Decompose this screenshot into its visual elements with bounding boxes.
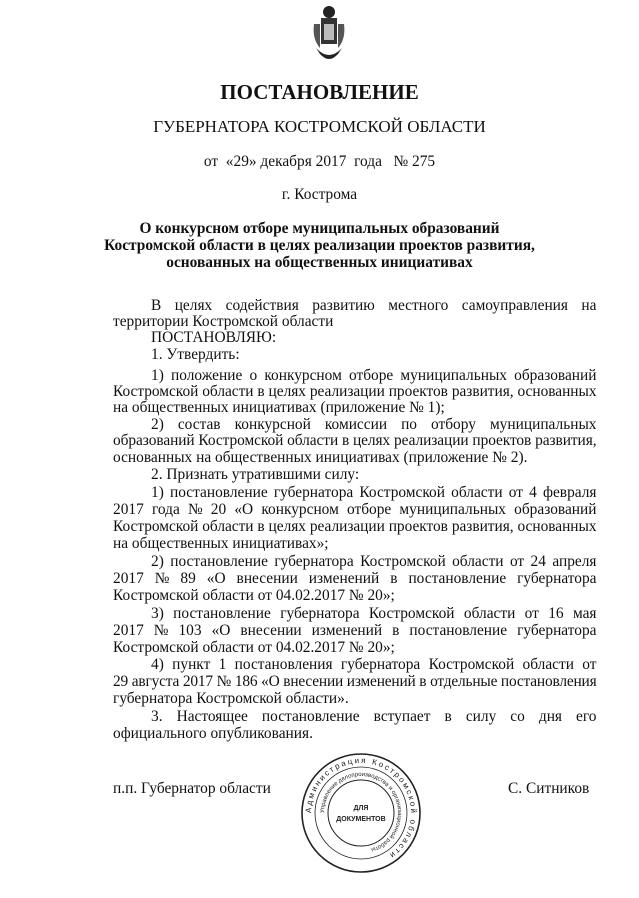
body-line: 2017 года № 20 «О конкурсном отборе муниципальных образований [113,501,597,518]
body-line: 2) постановление губернатора Костромской области от 24 апреля [151,553,597,570]
body-line: 1. Утвердить: [151,346,240,363]
subject-line: основанных на общественных инициативах [166,254,473,271]
body-line: Костромской области от 04.02.2017 № 20»; [113,639,395,656]
body-line: на общественных инициативах (приложение № 1); [113,399,445,416]
body-line: Костромской области от 04.02.2017 № 20»; [113,587,395,604]
subject-line: Костромской области в целях реализации проектов развития, [104,237,535,254]
body-line: официального опубликования. [113,725,313,742]
document-title: ПОСТАНОВЛЕНИЕ [220,80,419,104]
body-line: 3. Настоящее постановление вступает в силу со дня его [151,708,597,725]
stamp-outer-text: Администрация Костромской области [303,755,419,861]
issuing-authority: ГУБЕРНАТОРА КОСТРОМСКОЙ ОБЛАСТИ [153,117,486,136]
body-line: Костромской области в целях реализации проектов развития, основанных [113,518,597,535]
body-line: 1) положение о конкурсном отборе муниципальных образований [151,367,597,384]
body-line: В целях содействия развитию местного самоуправления на [151,297,597,314]
subject-line: О конкурсном отборе муниципальных образований [139,220,500,237]
body-line: 3) постановление губернатора Костромской области от 16 мая [151,605,597,622]
stamp-center-text: ДОКУМЕНТОВ [336,816,386,823]
body-line: 29 августа 2017 № 186 «О внесении изменений в отдельные постановления [113,673,597,690]
body-line: образований Костромской области в целях реализации проектов развития, [113,432,597,449]
body-line: 2) состав конкурсной комиссии по отбору муниципальных [151,416,597,433]
signature-position: п.п. Губернатор области [113,780,271,797]
body-line: 2. Признать утратившими силу: [151,466,360,483]
body-line: 2017 № 89 «О внесении изменений в постановление губернатора [113,570,597,587]
body-line: ПОСТАНОВЛЯЮ: [151,329,277,346]
body-line: на общественных инициативах»; [113,535,329,552]
coat-of-arms-icon [312,4,346,66]
body-line: губернатора Костромской области». [113,690,349,707]
body-line: 4) пункт 1 постановления губернатора Костромской области от [151,656,597,673]
stamp-center-text: ДЛЯ [353,805,369,812]
date-number-line: от «29» декабря 2017 года № 275 [203,153,436,170]
signatory-name: С. Ситников [508,780,590,797]
body-line: основанных на общественных инициативах (приложение № 2). [113,449,528,466]
document-subject [0,220,639,271]
city: г. Кострома [281,186,358,203]
body-line: территории Костромской области [113,313,334,330]
body-line: Костромской области в целях реализации проектов развития, основанных [113,383,597,400]
body-line: 2017 № 103 «О внесении изменений в постановление губернатора [113,622,597,639]
official-stamp [300,752,422,874]
stamp-inner-text: Управление делопроизводства и организационной работы [319,771,403,853]
body-line: 1) постановление губернатора Костромской области от 4 февраля [151,484,597,501]
